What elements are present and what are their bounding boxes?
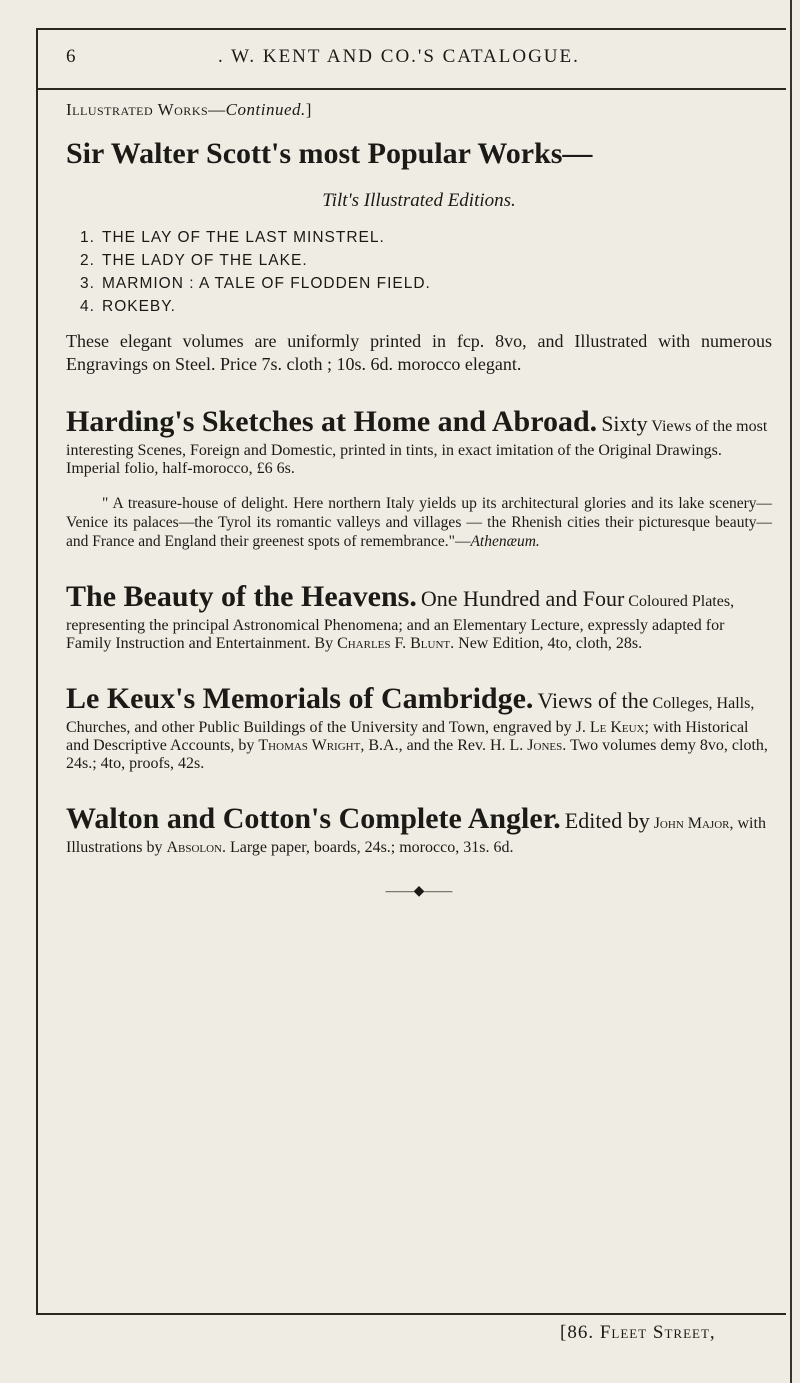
catalogue-content <box>66 100 772 900</box>
scott-entry <box>66 134 772 376</box>
page-number: 6 <box>66 46 76 67</box>
harding-body: Views of the most interesting Scenes, Foreign and Domestic, printed in tints, in exact imitation of the Original Drawings. Imperial folio, half-morocco, £6 6s. <box>66 418 768 477</box>
list-item: 4. ROKEBY. <box>80 298 176 315</box>
quote-source: Athenæum. <box>470 533 540 550</box>
scott-description: These elegant volumes are uniformly printed in fcp. 8vo, and Illustrated with numerous Engravings on Steel. Price 7s. cloth ; 10s. 6d. morocco elegant. <box>66 331 772 374</box>
walton-lead: Edited by <box>564 808 650 833</box>
list-item: 2. THE LADY OF THE LAKE. <box>80 252 308 269</box>
scott-works-list <box>66 226 772 318</box>
heavens-title: The Beauty of the Heavens. <box>66 580 417 613</box>
heavens-entry <box>66 577 772 653</box>
top-border-rule <box>36 28 786 30</box>
running-title: . W. KENT AND CO.'S CATALOGUE. <box>218 46 580 67</box>
list-item: 3. MARMION : A TALE OF FLODDEN FIELD. <box>80 275 431 292</box>
continued-heading <box>66 100 772 120</box>
harding-lead: Sixty <box>601 411 648 436</box>
header-rule <box>36 88 786 90</box>
heavens-author: Charles F. Blunt. <box>337 635 455 652</box>
harding-title: Harding's Sketches at Home and Abroad. <box>66 405 598 438</box>
section-divider: ——◆—— <box>385 884 453 899</box>
continued-italic: Continued. <box>225 100 306 119</box>
footer-catchword: [86. Fleet Street, <box>560 1322 716 1343</box>
harding-quote: " A treasure-house of delight. Here northern Italy yields up its architectural glories and its lake scenery—Venice its palaces—the Tyrol its romantic valleys and villages — the Rhenish cities their picturesque beauty—and France and England their greenest spots of remembrance."—Athenæum. <box>66 495 772 550</box>
lekeux-entry: Le Keux's Memorials of Cambridge. Views of the Colleges, Halls, Churches, and other Public Buildings of the University and Town, engraved by J. Le Keux; with Historical and Descriptive Accounts, by Thomas Wright, B.A., and the Rev. H. L. Jones. Two volumes demy 8vo, cloth, 24s.; 4to, proofs, 42s. <box>66 682 768 772</box>
heavens-tail: New Edition, 4to, cloth, 28s. <box>458 635 643 652</box>
bottom-border-rule <box>36 1313 786 1315</box>
lekeux-lead: Views of the <box>537 688 649 713</box>
heavens-body: Coloured Plates, representing the principal Astronomical Phenomena; and an Elementary Lecture, expressly adapted for Family Instruction and Entertainment. By <box>66 593 735 652</box>
heavens-lead: One Hundred and Four <box>420 586 625 611</box>
list-item: 1. THE LAY OF THE LAST MINSTREL. <box>80 229 385 246</box>
lekeux-title: Le Keux's Memorials of Cambridge. <box>66 682 534 715</box>
walton-entry: Walton and Cotton's Complete Angler. Edited by John Major, with Illustrations by Absolon. Large paper, boards, 24s.; morocco, 31s. 6d. <box>66 802 766 856</box>
left-border-rule <box>36 28 38 1313</box>
walton-title: Walton and Cotton's Complete Angler. <box>66 802 561 835</box>
harding-entry <box>66 402 772 551</box>
right-page-edge <box>790 0 792 1383</box>
continued-label: Illustrated Works— <box>66 100 226 119</box>
scott-subtitle: Tilt's Illustrated Editions. <box>322 190 516 211</box>
scott-title: Sir Walter Scott's most Popular Works— <box>66 137 593 170</box>
continued-bracket: ] <box>305 100 312 119</box>
